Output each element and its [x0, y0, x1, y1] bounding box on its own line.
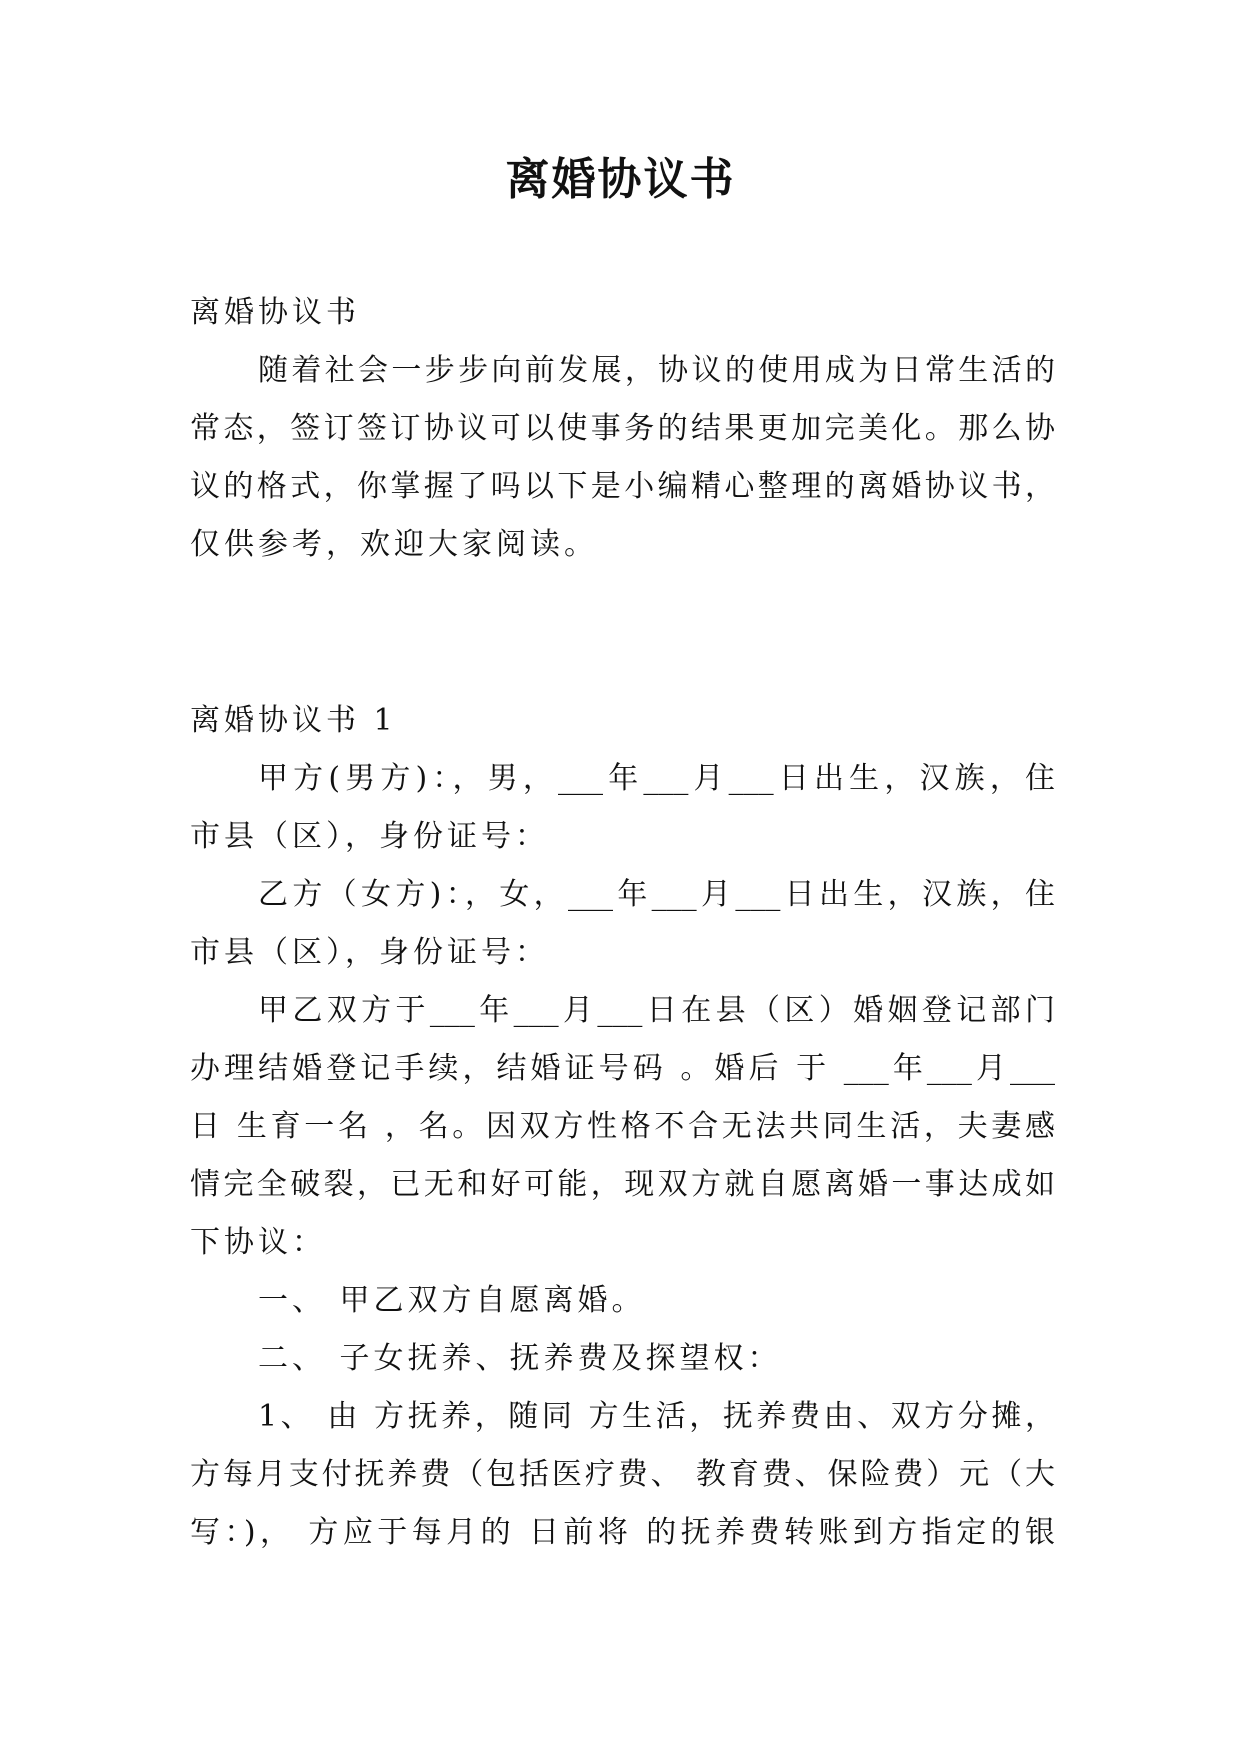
- party-a-line: 甲方(男方)：，男，___年___月___日出生，汉族，住: [258, 761, 1055, 796]
- section-heading: 离婚协议书 1: [190, 703, 397, 738]
- paragraph-line: 仅供参考，欢迎大家阅读。: [190, 527, 598, 562]
- paragraph-line: 日 生育一名 ，名。因双方性格不合无法共同生活，夫妻感: [190, 1109, 1055, 1144]
- intro-heading: 离婚协议书: [190, 295, 360, 330]
- paragraph-line: 下协议：: [190, 1225, 326, 1260]
- party-a-id-line: 市县（区），身份证号：: [190, 819, 549, 854]
- party-b-id-line: 市县（区），身份证号：: [190, 935, 549, 970]
- agreement-section-1: [190, 692, 1055, 1562]
- paragraph-line: 议的格式，你掌握了吗以下是小编精心整理的离婚协议书，: [190, 469, 1055, 504]
- document-title: 离婚协议书: [505, 154, 736, 205]
- paragraph-line: 随着社会一步步向前发展，协议的使用成为日常生活的: [258, 353, 1055, 388]
- party-b-line: 乙方（女方)：，女，___年___月___日出生，汉族，住: [258, 877, 1055, 912]
- paragraph-line: 写：)， 方应于每月的 日前将 的抚养费转账到方指定的银: [190, 1515, 1055, 1550]
- intro-section: [190, 284, 1055, 574]
- clause-2: 二、 子女抚养、抚养费及探望权：: [258, 1341, 782, 1376]
- paragraph-line: 甲乙双方于___年___月___日在县（区）婚姻登记部门: [258, 993, 1055, 1028]
- subclause-1: 1、 由 方抚养，随同 方生活，抚养费由、双方分摊，: [258, 1399, 1055, 1434]
- paragraph-line: 常态，签订签订协议可以使事务的结果更加完美化。那么协: [190, 411, 1055, 446]
- paragraph-line: 情完全破裂，已无和好可能，现双方就自愿离婚一事达成如: [190, 1167, 1055, 1202]
- clause-1: 一、 甲乙双方自愿离婚。: [258, 1283, 646, 1318]
- paragraph-line: 办理结婚登记手续，结婚证号码 。婚后 于 ___年___月___: [190, 1051, 1055, 1086]
- paragraph-line: 方每月支付抚养费（包括医疗费、 教育费、保险费）元（大: [190, 1457, 1055, 1492]
